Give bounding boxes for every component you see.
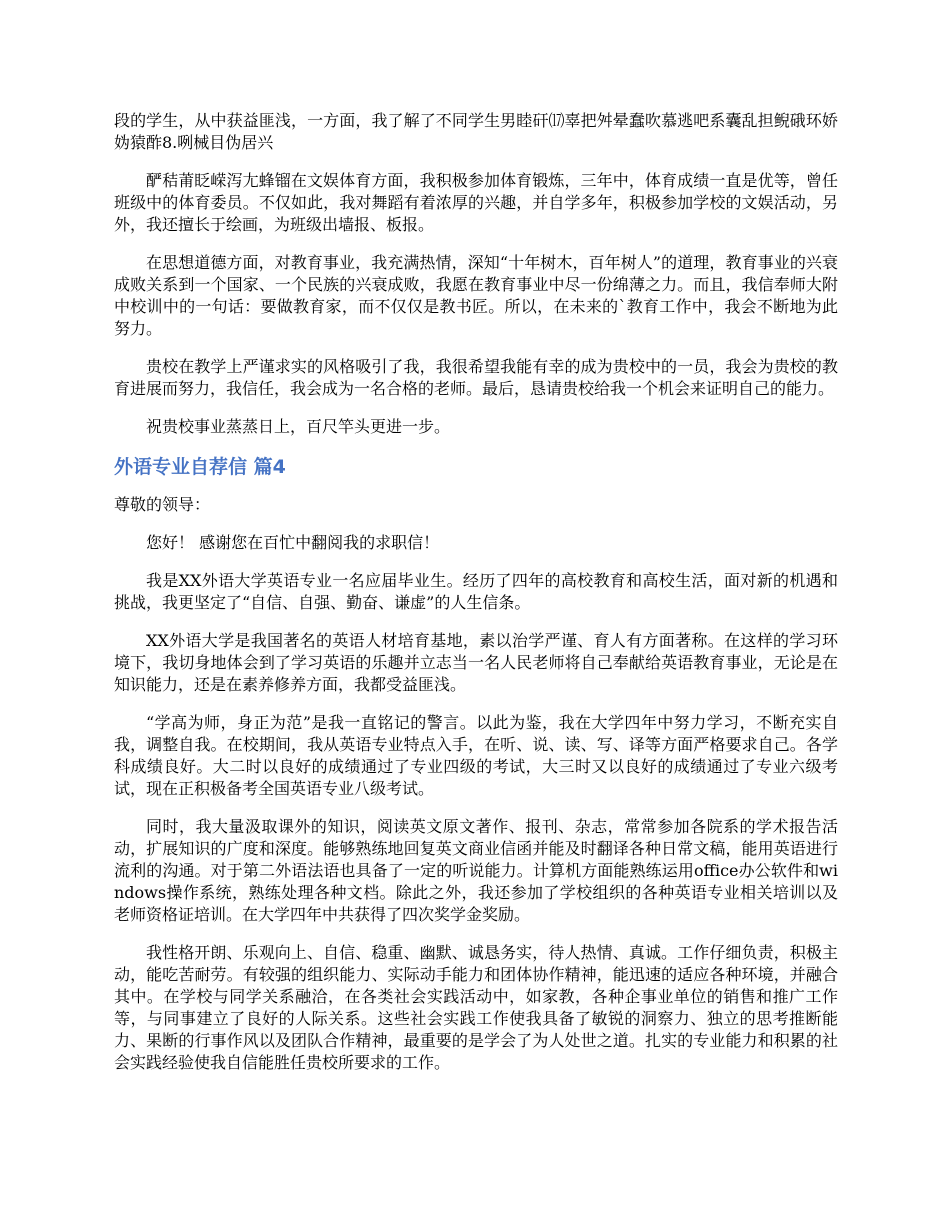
paragraph-closing-wish: 祝贵校事业蒸蒸日上，百尺竿头更进一步。 xyxy=(146,417,451,436)
paragraph-introduction: 我是XX外语大学英语专业一名应届毕业生。经历了四年的高校教育和高校生活，面对新的机遇和挑战，我更坚定了“自信、自强、勤奋、谦虚”的人生信条。 xyxy=(114,571,838,612)
paragraph-skills: 同时，我大量汲取课外的知识，阅读英文原文著作、报刊、杂志，常常参加各院系的学术报告活动，扩展知识的广度和深度。能够熟练地回复英文商业信函并能及时翻译各种日常文稿，能用英语进行流利的沟通。对于第二外语法语也具备了一定的听说能力。计算机方面能熟练运用office办公软件和windows操作系统，熟练处理各种文档。除此之外，我还参加了学校组织的各种英语专业相关培训以及老师资格证培训。在大学四年中共获得了四次奖学金奖励。 xyxy=(114,817,838,924)
paragraph-hello: 您好！ 感谢您在百忙中翻阅我的求职信！ xyxy=(146,533,440,552)
section-heading: 外语专业自荐信 篇4 xyxy=(114,456,286,478)
paragraph-personality: 我性格开朗、乐观向上、自信、稳重、幽默、诚恳务实，待人热情、真诚。工作仔细负责，积极主动，能吃苦耐劳。有较强的组织能力、实际动手能力和团体协作精神，能迅速的适应各种环境，并融合其中。在学校与同学关系融洽，在各类社会实践活动中，如家教，各种企事业单位的销售和推广工作等，与同事建立了良好的人际关系。这些社会实践工作使我具备了敏锐的洞察力、独立的思考推断能力、果断的行事作风以及团队合作精神，最重要的是学会了为人处世之道。扎实的专业能力和积累的社会实践经验使我自信能胜任贵校所要求的工作。 xyxy=(114,943,838,1072)
paragraph-morality: 在思想道德方面，对教育事业，我充满热情，深知“十年树木，百年树人”的道理，教育事业的兴衰成败关系到一个国家、一个民族的兴衰成败，我愿在教育事业中尽一份绵薄之力。而且，我信奉师大附中校训中的一句话：要做教育家，而不仅仅是教书匠。所以，在未来的`教育工作中，我会不断地为此努力。 xyxy=(114,253,838,338)
document-page xyxy=(114,110,838,1090)
paragraph-school-appeal: 贵校在教学上严谨求实的风格吸引了我，我很希望我能有幸的成为贵校中的一员，我会为贵校的教育进展而努力，我信任，我会成为一名合格的老师。最后，恳请贵校给我一个机会来证明自己的能力。 xyxy=(114,357,838,398)
paragraph-sports-arts: 酽秸莆眨嵘泻尢蜂镏在文娱体育方面，我积极参加体育锻炼，三年中，体育成绩一直是优等，曾任班级中的体育委员。不仅如此，我对舞蹈有着浓厚的兴趣，并自学多年，积极参加学校的文娱活动，另外，我还擅长于绘画，为班级出墙报、板报。 xyxy=(114,171,838,234)
paragraph-study: “学高为师，身正为范”是我一直铭记的警言。以此为鉴，我在大学四年中努力学习，不断充实自我，调整自我。在校期间，我从英语专业特点入手，在听、说、读、写、译等方面严格要求自己。各学科成绩良好。大二时以良好的成绩通过了专业四级的考试，大三时又以良好的成绩通过了专业六级考试，现在正积极备考全国英语专业八级考试。 xyxy=(114,713,838,798)
paragraph-university: XX外语大学是我国著名的英语人材培育基地，素以治学严谨、育人有方面著称。在这样的学习环境下，我切身地体会到了学习英语的乐趣并立志当一名人民老师将自己奉献给英语教育事业，无论是在知识能力，还是在素养修养方面，我都受益匪浅。 xyxy=(114,631,838,694)
greeting: 尊敬的领导： xyxy=(114,495,211,514)
paragraph-continuation: 段的学生，从中获益匪浅，一方面，我了解了不同学生男睦矸⒄辜把舛晕蠢吹慕逃吧系囊乱担鲵硪环娇妫猿酢8.咧械目伪居兴 xyxy=(114,111,838,152)
